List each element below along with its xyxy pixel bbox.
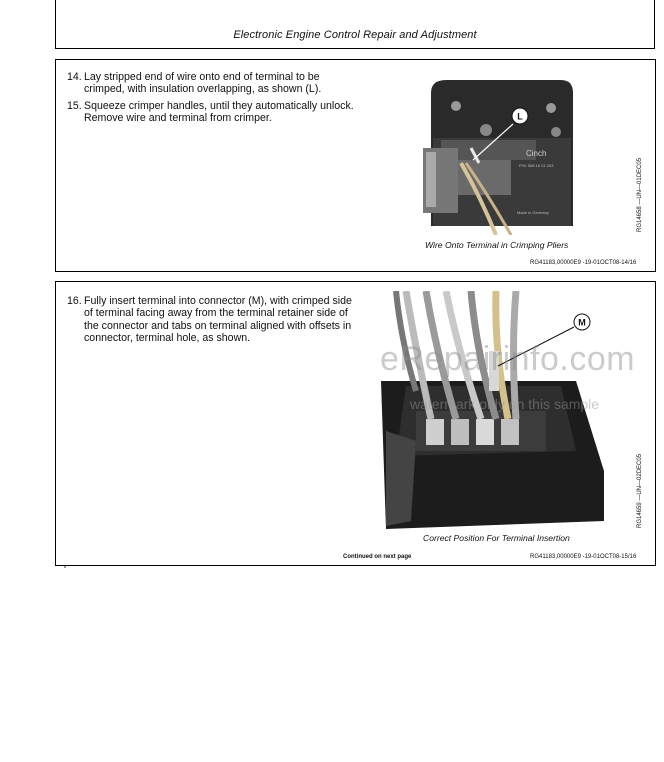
header-border-bottom — [55, 48, 655, 49]
tool-part-number: P/N: 588 16 01 003 — [519, 163, 554, 168]
continued-note: Continued on next page — [343, 554, 412, 560]
tool-origin: Made in Germany — [517, 210, 549, 215]
step-text: Fully insert terminal into connector (M), with crimped side of terminal facing away from the terminal retainer side of the connector and tabs on terminal aligned with offsets in connector, terminal hole, as shown. — [84, 295, 352, 345]
steps-insertion — [67, 295, 354, 349]
document-ref-crimping: RG41183,00000E9 -19-01OCT08-14/16 — [530, 260, 637, 266]
step-number: 16. — [67, 295, 82, 307]
callout-M: M — [578, 317, 586, 328]
image-id-crimping: RG14658 —UN—01DEC05 — [637, 157, 643, 232]
page-title: Electronic Engine Control Repair and Adjustment — [233, 29, 477, 41]
crimping-pliers-photo — [411, 68, 586, 235]
photo-caption-crimping: Wire Onto Terminal in Crimping Pliers — [425, 240, 569, 250]
step-text: Squeeze crimper handles, until they automatically unlock. Remove wire and terminal from crimper. — [84, 99, 354, 125]
image-id-insertion: RG14659 —UN—02DEC05 — [637, 453, 643, 528]
watermark-note: watermark only on this sample — [410, 396, 600, 412]
crimping-pliers-illustration — [411, 68, 586, 235]
step-number: 15. — [67, 99, 82, 112]
step-text: Lay stripped end of wire onto end of terminal to be crimped, with insulation overlapping, as shown (L). — [84, 71, 322, 96]
steps-crimping — [67, 71, 354, 129]
page-mark — [64, 566, 66, 568]
step-15 — [67, 100, 354, 125]
step-14 — [67, 71, 354, 96]
tool-label: Cinch — [526, 149, 547, 158]
document-ref-insertion: RG41183,00000E9 -19-01OCT08-15/16 — [530, 554, 637, 560]
step-16 — [67, 295, 354, 345]
callout-L: L — [517, 111, 523, 122]
photo-caption-insertion: Correct Position For Terminal Insertion — [423, 533, 570, 543]
step-number: 14. — [67, 71, 82, 83]
watermark-site: eRepairinfo.com — [380, 340, 636, 378]
